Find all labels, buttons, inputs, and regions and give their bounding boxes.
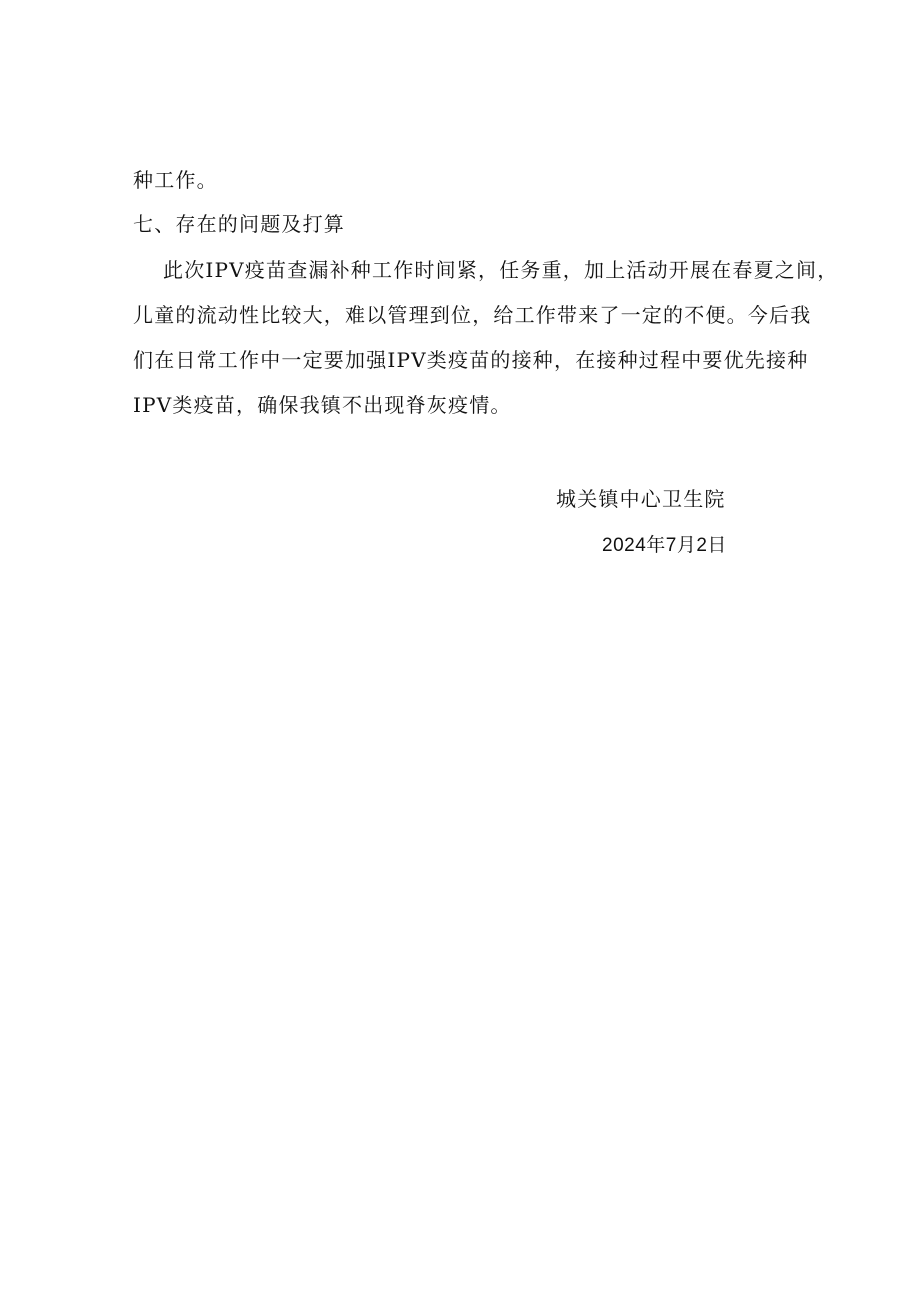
signature-date: 2024年7月2日 (602, 535, 727, 556)
paragraph-line-2: 儿童的流动性比较大，难以管理到位，给工作带来了一定的不便。今后我 (133, 303, 812, 327)
section-heading-issues-and-plans: 七、存在的问题及打算 (133, 212, 345, 236)
signature-organization: 城关镇中心卫生院 (556, 487, 726, 511)
paragraph-line-3: 们在日常工作中一定要加强IPV类疫苗的接种，在接种过程中要优先接种 (133, 348, 809, 372)
text-line-continuation: 种工作。 (133, 168, 218, 192)
paragraph-line-1: 此次IPV疫苗查漏补种工作时间紧，任务重，加上活动开展在春夏之间， (163, 258, 839, 282)
paragraph-line-4: IPV类疫苗，确保我镇不出现脊灰疫情。 (133, 393, 512, 417)
